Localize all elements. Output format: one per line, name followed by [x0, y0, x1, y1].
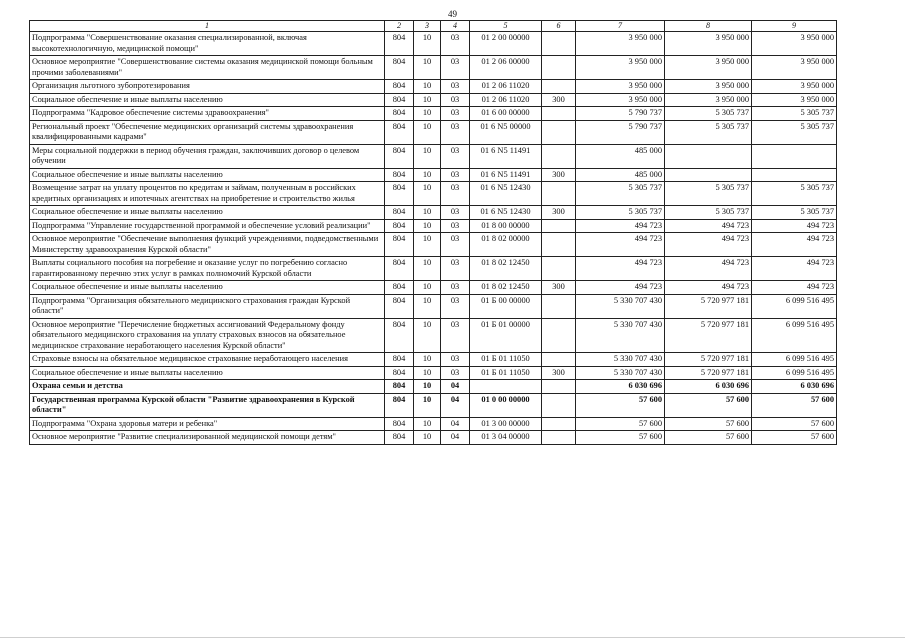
section-code: 10	[414, 182, 441, 206]
section-code: 10	[414, 144, 441, 168]
amount-year-1: 57 600	[576, 431, 665, 445]
section-code: 10	[414, 80, 441, 94]
row-name: Социальное обеспечение и иные выплаты населению	[30, 93, 385, 107]
row-name: Подпрограмма "Организация обязательного медицинского страхования граждан Курской области"	[30, 294, 385, 318]
amount-year-2: 5 305 737	[665, 107, 752, 121]
admin-code: 804	[385, 366, 414, 380]
row-name: Основное мероприятие "Перечисление бюджетных ассигнований Федеральному фонду обязательного медицинского страхования на уплату страховых взносов на обязательное медицинское страхование неработающего населения Курской области"	[30, 318, 385, 353]
amount-year-1: 5 790 737	[576, 107, 665, 121]
expense-type-code: 300	[542, 281, 576, 295]
amount-year-1: 485 000	[576, 168, 665, 182]
budget-table	[29, 20, 837, 445]
amount-year-3: 5 305 737	[752, 107, 837, 121]
subsection-code: 03	[441, 182, 470, 206]
amount-year-3: 6 099 516 495	[752, 294, 837, 318]
subsection-code: 03	[441, 168, 470, 182]
row-name: Основное мероприятие "Совершенствование системы оказания медицинской помощи больным прочими заболеваниями"	[30, 56, 385, 80]
subsection-code: 03	[441, 56, 470, 80]
admin-code: 804	[385, 257, 414, 281]
row-name: Социальное обеспечение и иные выплаты населению	[30, 366, 385, 380]
section-code: 10	[414, 318, 441, 353]
expense-type-code	[542, 431, 576, 445]
header-row	[30, 21, 837, 32]
amount-year-1: 485 000	[576, 144, 665, 168]
row-name: Страховые взносы на обязательное медицинское страхование неработающего населения	[30, 353, 385, 367]
target-article-code: 01 Б 01 11050	[470, 353, 542, 367]
subsection-code: 03	[441, 120, 470, 144]
amount-year-3: 3 950 000	[752, 93, 837, 107]
subsection-code: 03	[441, 294, 470, 318]
amount-year-2: 3 950 000	[665, 93, 752, 107]
target-article-code: 01 2 06 11020	[470, 80, 542, 94]
amount-year-2: 494 723	[665, 233, 752, 257]
table-row	[30, 417, 837, 431]
row-name: Социальное обеспечение и иные выплаты населению	[30, 168, 385, 182]
subsection-code: 04	[441, 393, 470, 417]
table-row	[30, 182, 837, 206]
amount-year-1: 57 600	[576, 393, 665, 417]
admin-code: 804	[385, 144, 414, 168]
target-article-code: 01 Б 01 00000	[470, 318, 542, 353]
section-code: 10	[414, 431, 441, 445]
expense-type-code	[542, 233, 576, 257]
row-name: Основное мероприятие "Обеспечение выполнения функций учреждениями, подведомственными Министерству здравоохранения Курской области"	[30, 233, 385, 257]
amount-year-3: 57 600	[752, 417, 837, 431]
expense-type-code	[542, 107, 576, 121]
table-row	[30, 233, 837, 257]
amount-year-1: 3 950 000	[576, 93, 665, 107]
amount-year-1: 5 305 737	[576, 182, 665, 206]
subsection-code: 03	[441, 366, 470, 380]
expense-type-code: 300	[542, 366, 576, 380]
amount-year-3: 494 723	[752, 219, 837, 233]
table-row	[30, 318, 837, 353]
target-article-code: 01 8 02 00000	[470, 233, 542, 257]
section-code: 10	[414, 107, 441, 121]
expense-type-code	[542, 257, 576, 281]
amount-year-1: 494 723	[576, 281, 665, 295]
admin-code: 804	[385, 393, 414, 417]
expense-type-code: 300	[542, 168, 576, 182]
row-name: Подпрограмма "Охрана здоровья матери и ребенка"	[30, 417, 385, 431]
subsection-code: 03	[441, 233, 470, 257]
admin-code: 804	[385, 32, 414, 56]
amount-year-2: 5 720 977 181	[665, 318, 752, 353]
amount-year-1: 5 305 737	[576, 206, 665, 220]
expense-type-code	[542, 182, 576, 206]
amount-year-3: 3 950 000	[752, 32, 837, 56]
target-article-code: 01 Б 00 00000	[470, 294, 542, 318]
section-code: 10	[414, 366, 441, 380]
row-name: Меры социальной поддержки в период обучения граждан, заключивших договор о целевом обучении	[30, 144, 385, 168]
amount-year-2: 6 030 696	[665, 380, 752, 394]
section-code: 10	[414, 417, 441, 431]
table-row	[30, 431, 837, 445]
target-article-code: 01 Б 01 11050	[470, 366, 542, 380]
amount-year-2: 494 723	[665, 281, 752, 295]
expense-type-code	[542, 80, 576, 94]
expense-type-code	[542, 120, 576, 144]
section-code: 10	[414, 257, 441, 281]
expense-type-code	[542, 318, 576, 353]
amount-year-1: 5 330 707 430	[576, 366, 665, 380]
admin-code: 804	[385, 107, 414, 121]
subsection-code: 04	[441, 417, 470, 431]
amount-year-2: 57 600	[665, 417, 752, 431]
admin-code: 804	[385, 281, 414, 295]
row-name: Организация льготного зубопротезирования	[30, 80, 385, 94]
admin-code: 804	[385, 417, 414, 431]
column-header-1: 1	[30, 21, 385, 32]
section-code: 10	[414, 93, 441, 107]
amount-year-3	[752, 144, 837, 168]
table-row	[30, 206, 837, 220]
target-article-code: 01 2 00 00000	[470, 32, 542, 56]
section-code: 10	[414, 120, 441, 144]
admin-code: 804	[385, 206, 414, 220]
amount-year-3: 494 723	[752, 233, 837, 257]
section-code: 10	[414, 353, 441, 367]
expense-type-code	[542, 144, 576, 168]
table-header	[30, 21, 837, 32]
subsection-code: 03	[441, 144, 470, 168]
amount-year-3: 494 723	[752, 257, 837, 281]
admin-code: 804	[385, 318, 414, 353]
subsection-code: 03	[441, 206, 470, 220]
amount-year-3: 3 950 000	[752, 80, 837, 94]
amount-year-2: 5 305 737	[665, 182, 752, 206]
amount-year-2: 5 720 977 181	[665, 353, 752, 367]
table-row	[30, 144, 837, 168]
admin-code: 804	[385, 182, 414, 206]
table-row	[30, 168, 837, 182]
row-name: Выплаты социального пособия на погребение и оказание услуг по погребению согласно гарантированному перечню этих услуг в рамках полномочий Курской области	[30, 257, 385, 281]
table-row	[30, 120, 837, 144]
expense-type-code	[542, 219, 576, 233]
target-article-code: 01 0 00 00000	[470, 393, 542, 417]
subsection-code: 04	[441, 431, 470, 445]
subsection-code: 03	[441, 281, 470, 295]
admin-code: 804	[385, 353, 414, 367]
column-header-6: 6	[542, 21, 576, 32]
column-header-9: 9	[752, 21, 837, 32]
section-code: 10	[414, 219, 441, 233]
expense-type-code	[542, 294, 576, 318]
target-article-code: 01 8 02 12450	[470, 257, 542, 281]
amount-year-1: 494 723	[576, 219, 665, 233]
table-row	[30, 257, 837, 281]
target-article-code: 01 6 N5 12430	[470, 206, 542, 220]
section-code: 10	[414, 168, 441, 182]
expense-type-code	[542, 353, 576, 367]
target-article-code: 01 6 N5 11491	[470, 168, 542, 182]
expense-type-code	[542, 56, 576, 80]
row-name: Подпрограмма "Кадровое обеспечение системы здравоохранения"	[30, 107, 385, 121]
expense-type-code: 300	[542, 93, 576, 107]
section-code: 10	[414, 233, 441, 257]
subsection-code: 03	[441, 257, 470, 281]
section-code: 10	[414, 281, 441, 295]
amount-year-1: 3 950 000	[576, 32, 665, 56]
table-row	[30, 380, 837, 394]
row-name: Основное мероприятие "Развитие специализированной медицинской помощи детям"	[30, 431, 385, 445]
admin-code: 804	[385, 380, 414, 394]
row-name: Социальное обеспечение и иные выплаты населению	[30, 281, 385, 295]
column-header-2: 2	[385, 21, 414, 32]
admin-code: 804	[385, 294, 414, 318]
target-article-code: 01 6 N5 12430	[470, 182, 542, 206]
amount-year-2	[665, 168, 752, 182]
amount-year-1: 3 950 000	[576, 56, 665, 80]
table-row	[30, 56, 837, 80]
admin-code: 804	[385, 168, 414, 182]
target-article-code: 01 8 02 12450	[470, 281, 542, 295]
table-row	[30, 353, 837, 367]
admin-code: 804	[385, 233, 414, 257]
amount-year-2: 5 720 977 181	[665, 294, 752, 318]
subsection-code: 03	[441, 219, 470, 233]
amount-year-1: 5 330 707 430	[576, 294, 665, 318]
amount-year-3: 57 600	[752, 431, 837, 445]
target-article-code: 01 2 06 00000	[470, 56, 542, 80]
table-row	[30, 80, 837, 94]
row-name: Подпрограмма "Управление государственной программой и обеспечение условий реализации"	[30, 219, 385, 233]
amount-year-1: 57 600	[576, 417, 665, 431]
amount-year-1: 5 790 737	[576, 120, 665, 144]
amount-year-2: 5 305 737	[665, 206, 752, 220]
expense-type-code	[542, 32, 576, 56]
admin-code: 804	[385, 120, 414, 144]
amount-year-1: 5 330 707 430	[576, 353, 665, 367]
amount-year-2: 5 305 737	[665, 120, 752, 144]
target-article-code: 01 2 06 11020	[470, 93, 542, 107]
table-row	[30, 294, 837, 318]
amount-year-3	[752, 168, 837, 182]
subsection-code: 03	[441, 32, 470, 56]
amount-year-2: 3 950 000	[665, 80, 752, 94]
amount-year-2	[665, 144, 752, 168]
column-header-3: 3	[414, 21, 441, 32]
subsection-code: 03	[441, 80, 470, 94]
row-name: Возмещение затрат на уплату процентов по кредитам и займам, полученным в российских кредитных организациях и ипотечных агентствах на приобретение и строительство жилья	[30, 182, 385, 206]
admin-code: 804	[385, 80, 414, 94]
column-header-7: 7	[576, 21, 665, 32]
amount-year-1: 5 330 707 430	[576, 318, 665, 353]
table-row	[30, 32, 837, 56]
amount-year-3: 5 305 737	[752, 182, 837, 206]
amount-year-2: 57 600	[665, 431, 752, 445]
subsection-code: 03	[441, 93, 470, 107]
amount-year-2: 3 950 000	[665, 56, 752, 80]
table-row	[30, 393, 837, 417]
target-article-code: 01 3 04 00000	[470, 431, 542, 445]
amount-year-2: 57 600	[665, 393, 752, 417]
column-header-5: 5	[470, 21, 542, 32]
expense-type-code	[542, 417, 576, 431]
expense-type-code	[542, 393, 576, 417]
amount-year-3: 6 099 516 495	[752, 366, 837, 380]
amount-year-2: 3 950 000	[665, 32, 752, 56]
column-header-8: 8	[665, 21, 752, 32]
target-article-code: 01 8 00 00000	[470, 219, 542, 233]
target-article-code: 01 6 N5 00000	[470, 120, 542, 144]
expense-type-code	[542, 380, 576, 394]
row-name: Социальное обеспечение и иные выплаты населению	[30, 206, 385, 220]
amount-year-3: 6 030 696	[752, 380, 837, 394]
section-code: 10	[414, 393, 441, 417]
amount-year-1: 3 950 000	[576, 80, 665, 94]
row-name: Государственная программа Курской области "Развитие здравоохранения в Курской области"	[30, 393, 385, 417]
amount-year-1: 494 723	[576, 257, 665, 281]
subsection-code: 03	[441, 107, 470, 121]
target-article-code: 01 6 N5 11491	[470, 144, 542, 168]
subsection-code: 03	[441, 353, 470, 367]
amount-year-3: 57 600	[752, 393, 837, 417]
section-code: 10	[414, 32, 441, 56]
admin-code: 804	[385, 93, 414, 107]
section-code: 10	[414, 56, 441, 80]
amount-year-2: 494 723	[665, 219, 752, 233]
section-code: 10	[414, 206, 441, 220]
amount-year-3: 494 723	[752, 281, 837, 295]
table-row	[30, 219, 837, 233]
row-name: Подпрограмма "Совершенствование оказания специализированной, включая высокотехнологичную, медицинской помощи"	[30, 32, 385, 56]
section-code: 10	[414, 294, 441, 318]
column-header-4: 4	[441, 21, 470, 32]
amount-year-2: 5 720 977 181	[665, 366, 752, 380]
table-body	[30, 32, 837, 445]
target-article-code: 01 6 00 00000	[470, 107, 542, 121]
amount-year-3: 3 950 000	[752, 56, 837, 80]
amount-year-3: 5 305 737	[752, 120, 837, 144]
amount-year-2: 494 723	[665, 257, 752, 281]
page-number: 49	[448, 9, 457, 19]
amount-year-3: 5 305 737	[752, 206, 837, 220]
table-row	[30, 281, 837, 295]
target-article-code	[470, 380, 542, 394]
table-row	[30, 366, 837, 380]
row-name: Охрана семьи и детства	[30, 380, 385, 394]
table-row	[30, 107, 837, 121]
row-name: Региональный проект "Обеспечение медицинских организаций системы здравоохранения квалифицированными кадрами"	[30, 120, 385, 144]
amount-year-3: 6 099 516 495	[752, 353, 837, 367]
section-code: 10	[414, 380, 441, 394]
admin-code: 804	[385, 56, 414, 80]
amount-year-1: 6 030 696	[576, 380, 665, 394]
admin-code: 804	[385, 431, 414, 445]
subsection-code: 04	[441, 380, 470, 394]
admin-code: 804	[385, 219, 414, 233]
page-bottom-edge	[0, 637, 905, 638]
amount-year-3: 6 099 516 495	[752, 318, 837, 353]
expense-type-code: 300	[542, 206, 576, 220]
subsection-code: 03	[441, 318, 470, 353]
target-article-code: 01 3 00 00000	[470, 417, 542, 431]
table-row	[30, 93, 837, 107]
amount-year-1: 494 723	[576, 233, 665, 257]
